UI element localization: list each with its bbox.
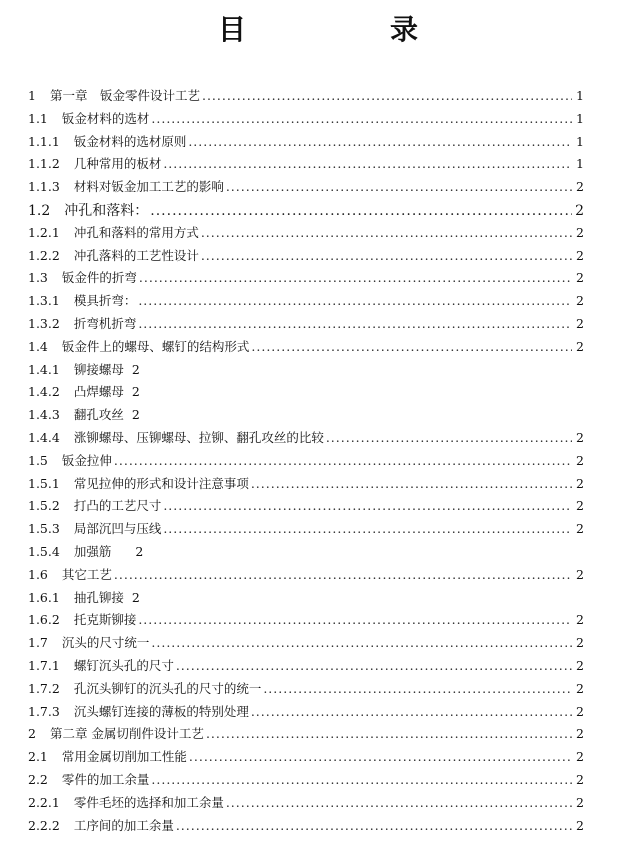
toc-title: 螺钉沉头孔的尺寸	[73, 657, 174, 673]
toc-title: 常用金属切削加工性能	[61, 749, 187, 765]
toc-number: 1.1	[28, 110, 48, 126]
toc-title: 涨铆螺母、压铆螺母、拉铆、翻孔攻丝的比较	[73, 429, 324, 445]
toc-number: 1.4	[28, 338, 48, 354]
toc-page: 2	[576, 475, 584, 491]
table-of-contents	[28, 86, 584, 838]
toc-title: 零件的加工余量	[61, 771, 150, 787]
leader-dots	[151, 635, 572, 650]
leader-dots	[138, 293, 572, 308]
toc-number: 1.5	[28, 452, 48, 468]
leader-dots	[251, 476, 572, 491]
toc-entry[interactable]	[28, 246, 584, 269]
toc-entry[interactable]	[28, 793, 584, 816]
leader-dots	[138, 316, 572, 331]
toc-entry[interactable]	[28, 314, 584, 337]
toc-page: 2	[576, 179, 584, 195]
toc-page: 2	[131, 361, 140, 377]
toc-entry[interactable]	[28, 451, 584, 474]
toc-number: 1.5.2	[28, 498, 60, 514]
leader-dots	[138, 612, 572, 627]
toc-entry[interactable]	[28, 633, 584, 656]
toc-entry[interactable]	[28, 496, 584, 519]
toc-number: 1.3.1	[28, 293, 60, 309]
toc-title: 冲孔和落料：	[64, 202, 149, 219]
toc-page: 2	[576, 680, 584, 696]
toc-page: 2	[576, 521, 584, 537]
leader-dots	[189, 749, 572, 764]
toc-page: 2	[576, 794, 584, 810]
toc-title: 冲孔和落料的常用方式	[73, 224, 199, 240]
toc-title: 第一章 钣金零件设计工艺	[49, 88, 200, 103]
toc-page: 2	[576, 726, 584, 742]
toc-title: 折弯机折弯	[73, 315, 137, 331]
toc-page: 2	[576, 338, 584, 354]
toc-entry[interactable]	[28, 565, 584, 588]
toc-page: 2	[576, 635, 584, 651]
leader-dots	[202, 88, 572, 103]
toc-page: 2	[135, 543, 144, 559]
toc-title: 沉头螺钉连接的薄板的特别处理	[73, 703, 249, 719]
toc-page: 2	[576, 452, 584, 468]
toc-page: 2	[576, 224, 584, 240]
leader-dots	[263, 681, 572, 696]
toc-number: 2.2.2	[28, 817, 60, 833]
toc-entry[interactable]	[28, 724, 584, 747]
toc-entry[interactable]	[28, 200, 584, 223]
toc-number: 1.2.2	[28, 247, 60, 263]
toc-title: 托克斯铆接	[73, 612, 137, 628]
toc-page: 2	[131, 407, 140, 423]
leader-dots	[251, 339, 572, 354]
toc-title: 几种常用的板材	[73, 156, 162, 172]
toc-title: 打凸的工艺尺寸	[73, 498, 162, 514]
leader-dots	[206, 726, 572, 741]
leader-dots	[151, 111, 572, 126]
leader-dots	[226, 179, 572, 194]
toc-title: 铆接螺母	[73, 361, 124, 377]
toc-number: 1.4.2	[28, 384, 60, 400]
toc-entry[interactable]	[28, 770, 584, 793]
toc-page: 2	[576, 817, 584, 833]
toc-title: 钣金材料的选材	[61, 110, 150, 126]
toc-title: 钣金件上的螺母、螺钉的结构形式	[61, 338, 250, 354]
toc-entry[interactable]	[28, 382, 584, 405]
toc-page: 2	[576, 657, 584, 673]
toc-title: 零件毛坯的选择和加工余量	[73, 794, 224, 810]
toc-title: 翻孔攻丝	[73, 407, 124, 423]
toc-page: 2	[131, 589, 140, 605]
toc-number: 1.4.1	[28, 361, 60, 377]
toc-entry[interactable]	[28, 177, 584, 200]
leader-dots	[151, 772, 572, 787]
toc-number: 1.7.2	[28, 680, 60, 696]
toc-entry[interactable]	[28, 428, 584, 451]
toc-number: 1.3	[28, 270, 48, 286]
toc-title: 凸焊螺母	[73, 384, 124, 400]
toc-title: 冲孔落料的工艺性设计	[73, 247, 199, 263]
leader-dots	[150, 203, 572, 219]
toc-number: 2.2.1	[28, 794, 60, 810]
toc-entry[interactable]	[28, 610, 584, 633]
toc-page: 2	[576, 293, 584, 309]
toc-number: 1.2	[28, 202, 51, 219]
toc-number: 2	[28, 726, 36, 742]
leader-dots	[326, 430, 572, 445]
toc-entry[interactable]	[28, 337, 584, 360]
toc-number: 1.7.3	[28, 703, 60, 719]
toc-title: 工序间的加工余量	[73, 817, 174, 833]
leader-dots	[163, 498, 572, 513]
toc-page: 2	[576, 703, 584, 719]
toc-page: 2	[576, 749, 584, 765]
leader-dots	[114, 567, 572, 582]
leader-dots	[139, 270, 572, 285]
toc-title: 钣金拉伸	[61, 452, 112, 468]
toc-number: 1.4.3	[28, 407, 60, 423]
toc-page: 1	[576, 110, 584, 126]
toc-page: 2	[576, 612, 584, 628]
toc-number: 1.5.3	[28, 521, 60, 537]
toc-title: 模具折弯：	[73, 293, 137, 309]
leader-dots	[163, 156, 572, 171]
toc-title: 材料对钣金加工工艺的影响	[73, 179, 224, 195]
toc-page: 2	[576, 566, 584, 582]
toc-number: 1.4.4	[28, 429, 60, 445]
toc-number: 1.1.2	[28, 156, 60, 172]
leader-dots	[201, 248, 572, 263]
toc-number: 1	[28, 88, 36, 103]
toc-entry[interactable]	[28, 360, 584, 383]
toc-number: 2.2	[28, 771, 48, 787]
toc-number: 1.6	[28, 566, 48, 582]
toc-number: 1.7	[28, 635, 48, 651]
toc-title: 第二章 金属切削件设计工艺	[49, 726, 204, 742]
toc-entry[interactable]	[28, 542, 584, 565]
toc-title: 抽孔铆接	[73, 589, 124, 605]
toc-page: 2	[576, 270, 584, 286]
toc-entry[interactable]	[28, 154, 584, 177]
toc-page: 2	[576, 247, 584, 263]
toc-entry[interactable]	[28, 405, 584, 428]
toc-entry[interactable]	[28, 109, 584, 132]
leader-dots	[176, 818, 572, 833]
toc-page: 2	[576, 498, 584, 514]
toc-number: 1.2.1	[28, 224, 60, 240]
toc-page: 2	[576, 771, 584, 787]
toc-entry[interactable]	[28, 656, 584, 679]
toc-entry[interactable]	[28, 679, 584, 702]
leader-dots	[226, 795, 572, 810]
toc-number: 1.7.1	[28, 657, 60, 673]
toc-entry[interactable]	[28, 474, 584, 497]
toc-number: 1.3.2	[28, 315, 60, 331]
toc-title: 常见拉伸的形式和设计注意事项	[73, 475, 249, 491]
toc-entry[interactable]	[28, 223, 584, 246]
leader-dots	[176, 658, 572, 673]
toc-page: 1	[576, 156, 584, 172]
toc-number: 1.5.1	[28, 475, 60, 491]
toc-number: 1.5.4	[28, 543, 60, 559]
toc-entry[interactable]	[28, 519, 584, 542]
toc-number: 2.1	[28, 749, 48, 765]
toc-entry[interactable]	[28, 132, 584, 155]
leader-dots	[201, 225, 572, 240]
toc-entry[interactable]	[28, 86, 584, 109]
toc-number: 1.6.2	[28, 612, 60, 628]
toc-entry[interactable]	[28, 702, 584, 725]
toc-page: 2	[131, 384, 140, 400]
toc-title: 沉头的尺寸统一	[61, 635, 150, 651]
toc-title: 钣金材料的选材原则	[73, 133, 187, 149]
toc-number: 1.6.1	[28, 589, 60, 605]
leader-dots	[188, 134, 572, 149]
leader-dots	[114, 453, 572, 468]
toc-title: 钣金件的折弯	[61, 270, 137, 286]
toc-entry[interactable]	[28, 747, 584, 770]
toc-page: 2	[576, 315, 584, 331]
toc-title: 局部沉凹与压线	[73, 521, 162, 537]
toc-number: 1.1.1	[28, 133, 60, 149]
toc-entry[interactable]	[28, 816, 584, 839]
toc-number: 1.1.3	[28, 179, 60, 195]
toc-title: 孔沉头铆钉的沉头孔的尺寸的统一	[73, 680, 262, 696]
toc-page: 2	[575, 202, 584, 219]
toc-page: 1	[576, 88, 584, 103]
toc-page: 1	[576, 133, 584, 149]
toc-title: 加强筋	[73, 543, 112, 559]
toc-entry[interactable]	[28, 291, 584, 314]
leader-dots	[251, 704, 572, 719]
leader-dots	[163, 521, 572, 536]
page-title: 目 录	[217, 13, 476, 46]
toc-entry[interactable]	[28, 268, 584, 291]
toc-page: 2	[576, 429, 584, 445]
toc-title: 其它工艺	[61, 566, 112, 582]
toc-entry[interactable]	[28, 588, 584, 611]
